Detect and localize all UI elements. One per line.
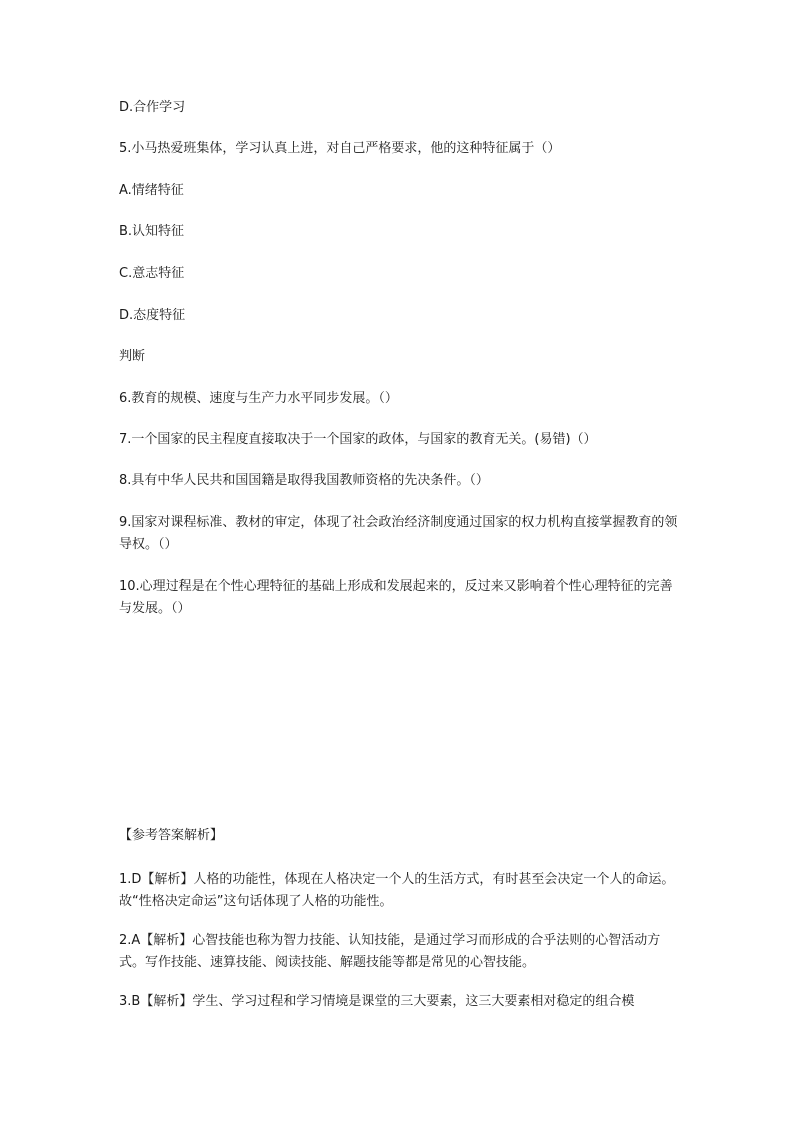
option-a: A.情绪特征	[119, 183, 184, 198]
question-9: 9.国家对课程标准、教材的审定，体现了社会政治经济制度通过国家的权力机构直接掌握教育的领导权。（）	[119, 515, 678, 552]
option-d-prev: D.合作学习	[119, 100, 186, 115]
option-c: C.意志特征	[119, 266, 185, 281]
answers-heading: 【参考答案解析】	[119, 828, 224, 843]
option-b: B.认知特征	[119, 224, 185, 239]
question-10: 10.心理过程是在个性心理特征的基础上形成和发展起来的，反过来又影响着个性心理特征的完善与发展。（）	[119, 579, 673, 616]
answer-2: 2.A【解析】心智技能也称为智力技能、认知技能，是通过学习而形成的合乎法则的心智活动方式。写作技能、速算技能、阅读技能、解题技能等都是常见的心智技能。	[119, 933, 661, 970]
question-6: 6.教育的规模、速度与生产力水平同步发展。（）	[119, 391, 398, 406]
answer-1: 1.D【解析】人格的功能性，体现在人格决定一个人的生活方式，有时甚至会决定一个人的命运。故“性格决定命运”这句话体现了人格的功能性。	[119, 872, 675, 909]
section-heading-judgement: 判断	[119, 349, 146, 364]
question-7: 7.一个国家的民主程度直接取决于一个国家的政体，与国家的教育无关。(易错)（）	[119, 432, 597, 447]
question-5: 5.小马热爱班集体，学习认真上进，对自己严格要求，他的这种特征属于（）	[119, 141, 561, 156]
option-d: D.态度特征	[119, 308, 186, 323]
question-8: 8.具有中华人民共和国国籍是取得我国教师资格的先决条件。（）	[119, 473, 489, 488]
answer-3: 3.B【解析】学生、学习过程和学习情境是课堂的三大要素，这三大要素相对稳定的组合模	[119, 994, 635, 1009]
